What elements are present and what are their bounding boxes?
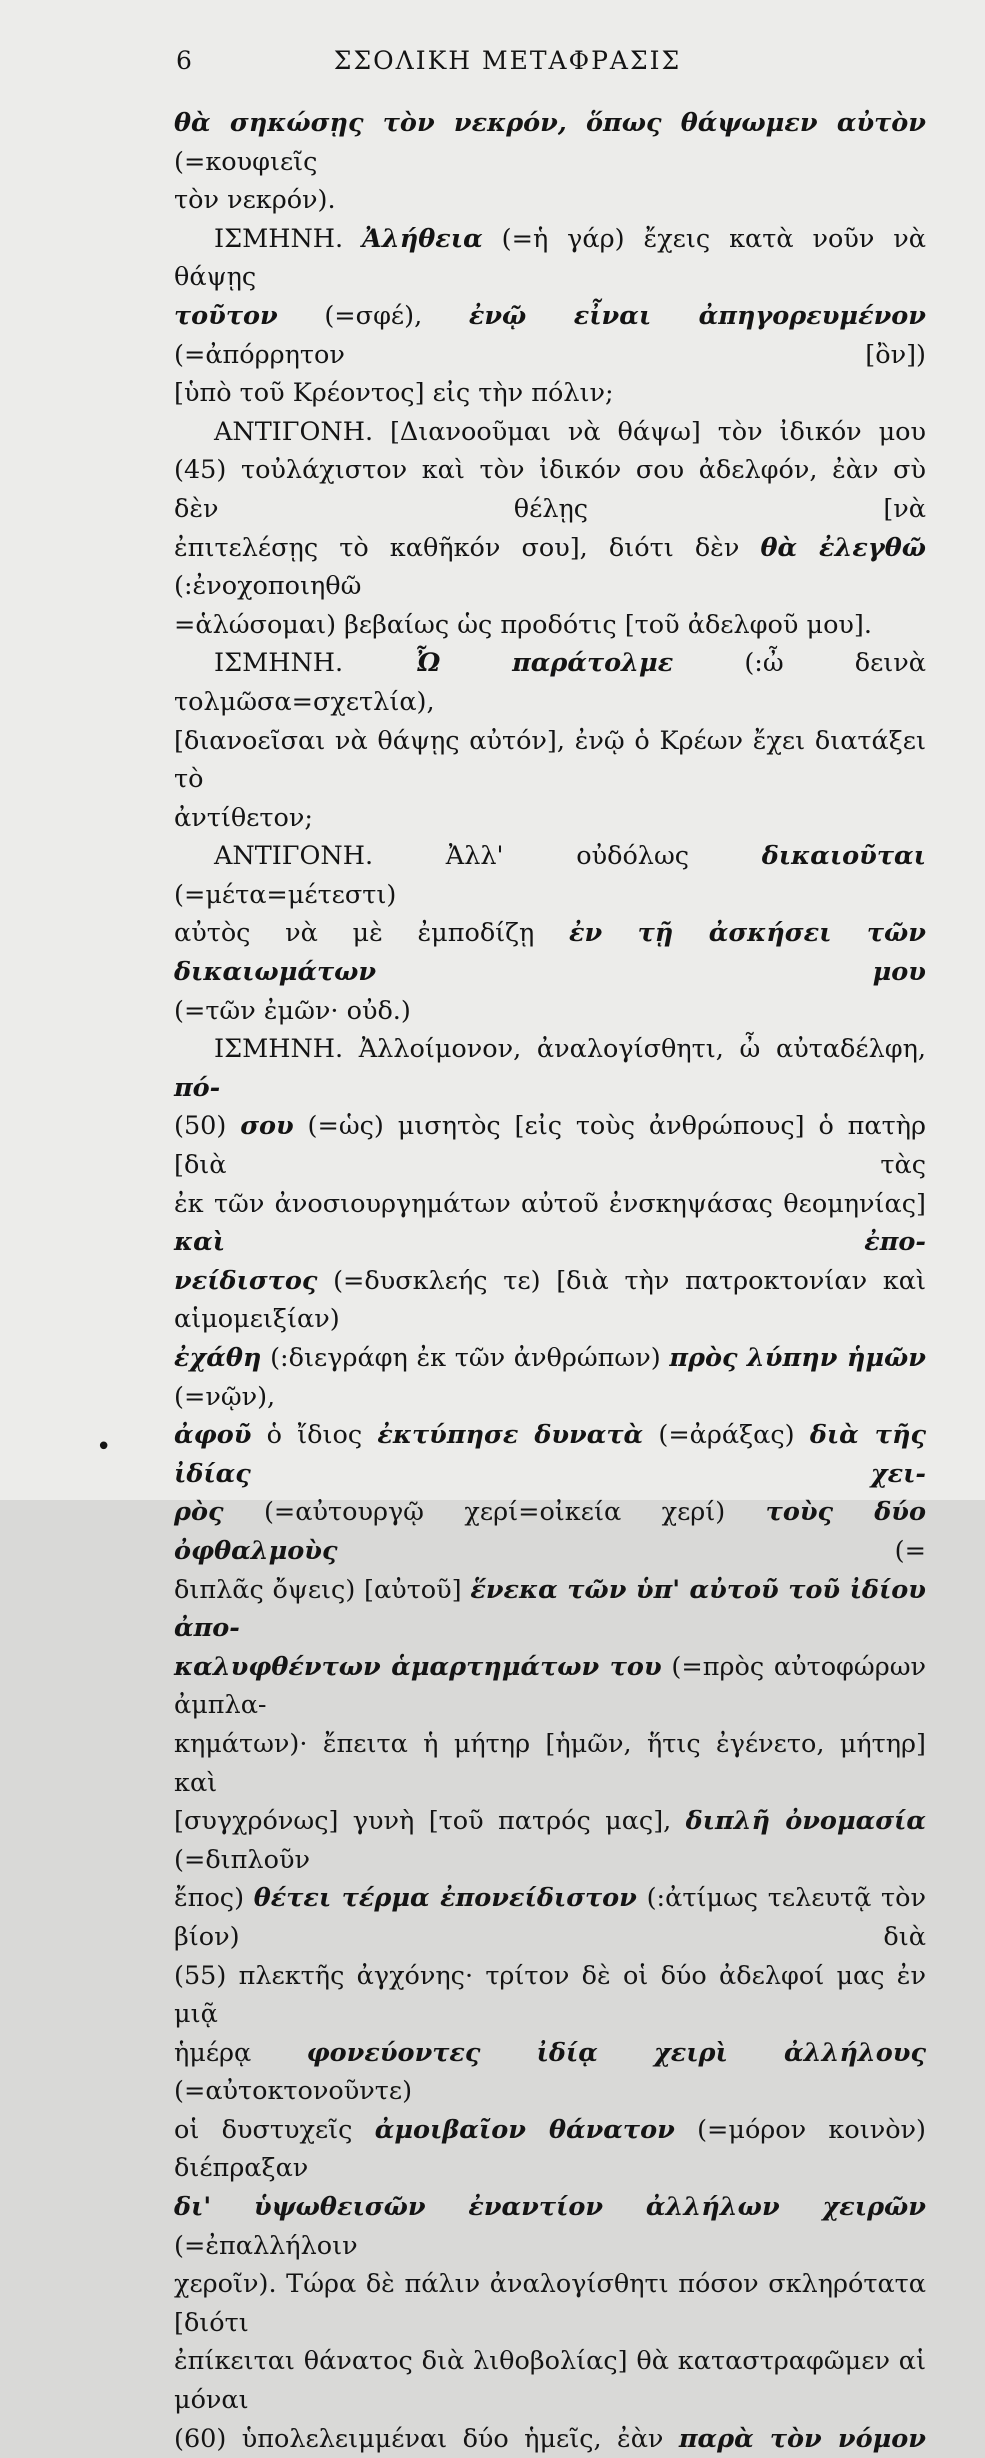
paragraph-3 — [174, 413, 926, 645]
text-run: (45) τοὐλάχιστον καὶ τὸν ἰδικόν σου ἀδελφόν, ἐὰν σὺ δὲν θέλῃς [νὰ — [174, 455, 926, 524]
text-line — [174, 2420, 926, 2458]
text-line — [174, 914, 926, 991]
text-run: (=σφέ), — [277, 300, 469, 331]
text-run: (:διεγράφη ἐκ τῶν ἀνθρώπων) — [261, 1343, 670, 1373]
text-line — [174, 1339, 926, 1416]
text-line — [174, 1648, 926, 1725]
text-run: (=ὡς) μισητὸς [εἰς τοὺς ἀνθρώπους] ὁ πατὴρ [διὰ τὰς — [174, 1111, 926, 1181]
speaker-label: ΙΣΜΗΝΗ. — [214, 223, 363, 254]
bold-phrase: τοὺς δύο ὀφθαλμοὺς — [174, 1497, 926, 1566]
bold-phrase: ἐνῷ εἶναι ἀπηγορευμένον — [468, 300, 926, 331]
bold-phrase: νείδιστος — [174, 1265, 318, 1296]
line-number: (60) ὑπολελειμμέναι δύο ἡμεῖς, ἐὰν — [174, 2423, 679, 2454]
paragraph-5 — [174, 837, 926, 1030]
text-line — [174, 529, 926, 606]
text-line — [174, 1725, 926, 1802]
bold-phrase: ρὸς — [174, 1497, 224, 1528]
bold-phrase: διπλῆ ὀνομασία — [685, 1806, 926, 1837]
text-run: (=κουφιεῖς — [174, 146, 318, 177]
text-run: (:ἐνοχοποιηθῶ — [174, 571, 362, 602]
text-line — [174, 1185, 926, 1262]
text-run: (:ὦ δεινὰ τολμῶσα=σχετλία), — [174, 648, 927, 717]
text-line — [174, 606, 926, 645]
text-run: ἐκ τῶν ἀνοσιουργημάτων αὐτοῦ ἐνσκηψάσας θεομηνίας] — [174, 1188, 926, 1219]
text-run: (=τῶν ἐμῶν· οὐδ.) — [174, 995, 411, 1026]
text-line — [174, 1957, 926, 2034]
bold-phrase: ἐκτύπησε δυνατὰ — [377, 1420, 644, 1451]
text-line — [174, 1030, 926, 1107]
bold-phrase: ἀμοιβαῖον θάνατον — [374, 2114, 675, 2145]
text-run: (=ἐπαλλήλοιν — [174, 2230, 358, 2261]
paragraph-2 — [174, 220, 926, 413]
text-run: (=ἡ γάρ) ἔχεις κατὰ νοῦν νὰ θάψῃς — [174, 223, 926, 293]
text-line — [174, 1262, 926, 1339]
text-line — [174, 2188, 926, 2265]
text-run: ΑΝΤΙΓΟΝΗ. Ἀλλ' οὐδόλως — [214, 841, 762, 872]
bold-phrase: παρὰ τὸν νόμον — [678, 2423, 926, 2454]
text-line — [174, 837, 926, 914]
bold-phrase: θὰ ἐλεγθῶ — [760, 532, 927, 563]
text-run: ἐπίκειται θάνατος διὰ λιθοβολίας] θὰ καταστραφῶμεν αἱ μόναι — [174, 2346, 926, 2416]
text-run: (=αὐτουργῷ χερί=οἰκεία χερί) — [223, 1497, 766, 1528]
text-run: ὁ ἴδιος — [251, 1420, 378, 1451]
text-line — [174, 2265, 926, 2342]
text-line — [174, 2342, 926, 2419]
text-run: ΑΝΤΙΓΟΝΗ. [Διανοοῦμαι νὰ θάψω] τὸν ἰδικόν μου — [214, 416, 926, 447]
bold-phrase: διὰ τῆς ἰδίας χει- — [174, 1420, 927, 1489]
text-line — [174, 297, 926, 374]
text-run: (=μέτα=μέτεστι) — [174, 879, 397, 910]
bold-phrase: ἐχάθη — [174, 1343, 262, 1373]
text-run: αὐτὸς νὰ μὲ ἐμποδίζῃ — [174, 918, 569, 949]
page-number: 6 — [176, 46, 194, 75]
text-line — [174, 1416, 926, 1493]
text-run: (=αὐτοκτονοῦντε) — [174, 2076, 413, 2107]
bold-phrase: δι' ὑψωθεισῶν ἐναντίον ἀλλήλων χειρῶν — [174, 2192, 926, 2223]
text-line — [174, 1571, 926, 1648]
bold-phrase: φονεύοντες ἰδίᾳ χειρὶ ἀλλήλους — [306, 2037, 926, 2068]
text-line — [174, 1493, 926, 1570]
text-run: ἐπιτελέσῃς τὸ καθῆκόν σου], διότι δὲν — [174, 532, 761, 563]
margin-bullet-mark: • — [96, 1432, 112, 1462]
text-run: [ὑπὸ τοῦ Κρέοντος] εἰς τὴν πόλιν; — [174, 378, 614, 409]
text-run: =ἁλώσομαι) βεβαίως ὡς προδότις [τοῦ ἀδελφοῦ μου]. — [174, 609, 872, 640]
text-line — [174, 1107, 926, 1184]
text-line — [174, 1802, 926, 1879]
text-run: χεροῖν). Τώρα δὲ πάλιν ἀναλογίσθητι πόσον σκληρότατα [διότι — [174, 2269, 926, 2338]
line-number: (50) — [174, 1111, 241, 1142]
bold-phrase: Ἀλήθεια — [362, 223, 483, 254]
bold-phrase: πρὸς λύπην ἡμῶν — [669, 1343, 926, 1373]
text-line — [174, 451, 926, 528]
text-run: (=μόρον κοινὸν) διέπραξαν — [174, 2114, 927, 2184]
bold-phrase: καὶ ἐπο- — [174, 1227, 926, 1258]
text-line — [174, 992, 926, 1031]
text-line — [174, 799, 926, 838]
bold-phrase: δικαιοῦται — [761, 841, 926, 872]
bold-phrase: σου — [240, 1111, 294, 1142]
text-line — [174, 413, 926, 452]
text-line — [174, 220, 926, 297]
text-run: [διανοεῖσαι νὰ θάψῃς αὐτόν], ἐνῷ ὁ Κρέων ἔχει διατάξει τὸ — [174, 725, 926, 795]
text-run: ΙΣΜΗΝΗ. Ἀλλοίμονον, ἀναλογίσθητι, ὦ αὐταδέλφη, — [214, 1034, 926, 1065]
page-header — [0, 46, 985, 86]
text-run: (=νῷν), — [174, 1381, 276, 1412]
paragraph-6 — [174, 1030, 926, 2458]
body-text — [174, 104, 926, 2458]
text-run: διπλᾶς ὄψεις) [αὐτοῦ] — [174, 1574, 471, 1605]
text-line — [174, 1879, 926, 1956]
text-run: (=ἀράξας) — [643, 1420, 810, 1451]
bold-phrase: πό- — [174, 1072, 221, 1103]
text-run: ἀντίθετον; — [174, 802, 313, 833]
paragraph-1 — [174, 104, 926, 220]
running-title: ΣΣΟΛΙΚΗ ΜΕΤΑΦΡΑΣΙΣ — [333, 46, 682, 75]
text-run: (= — [337, 1535, 926, 1566]
text-run: (=διπλοῦν — [174, 1844, 310, 1875]
bold-phrase: τοῦτον — [174, 300, 278, 331]
bold-phrase: καλυφθέντων ἁμαρτημάτων του — [174, 1651, 662, 1682]
bold-phrase: Ὦ παράτολμε — [414, 648, 674, 679]
text-line — [174, 104, 926, 181]
text-line — [174, 644, 926, 721]
speaker-label: ΙΣΜΗΝΗ. — [214, 648, 415, 679]
text-run: [συγχρόνως] γυνὴ [τοῦ πατρός μας], — [174, 1806, 686, 1837]
bold-phrase: ἐν τῇ ἀσκήσει τῶν δικαιωμάτων μου — [174, 918, 926, 988]
text-line — [174, 2034, 926, 2111]
text-run: (55) πλεκτῆς ἀγχόνης· τρίτον δὲ οἱ δύο ἀδελφοί μας ἐν μιᾷ — [174, 1960, 926, 2030]
text-run: κημάτων)· ἔπειτα ἡ μήτηρ [ἡμῶν, ἥτις ἐγένετο, μήτηρ] καὶ — [174, 1728, 926, 1798]
text-run: (=πρὸς αὐτοφώρων ἀμπλα- — [174, 1651, 926, 1721]
text-line — [174, 181, 926, 220]
text-run: οἱ δυστυχεῖς — [174, 2114, 375, 2145]
bold-phrase: θὰ σηκώσῃς τὸν νεκρόν, ὅπως θάψωμεν αὐτὸν — [174, 108, 926, 138]
text-run: (:ἀτίμως τελευτᾷ τὸν βίον) διὰ — [174, 1883, 926, 1952]
text-run: (=δυσκλεής τε) [διὰ τὴν πατροκτονίαν καὶ αἱμομειξίαν) — [174, 1265, 926, 1335]
bold-phrase: θέτει τέρμα ἐπονείδιστον — [253, 1883, 637, 1914]
text-run: ἡμέρᾳ — [174, 2037, 307, 2068]
text-run: (=ἀπόρρητον [ὂν]) — [174, 339, 926, 370]
text-run: τὸν νεκρόν). — [174, 185, 336, 216]
bold-phrase: ἕνεκα τῶν ὑπ' αὐτοῦ τοῦ ἰδίου ἀπο- — [174, 1574, 926, 1644]
bold-phrase: ἀφοῦ — [174, 1420, 252, 1451]
text-run: ἔπος) — [174, 1883, 254, 1914]
text-line — [174, 2111, 926, 2188]
text-line — [174, 374, 926, 413]
paragraph-4 — [174, 644, 926, 837]
text-line — [174, 722, 926, 799]
